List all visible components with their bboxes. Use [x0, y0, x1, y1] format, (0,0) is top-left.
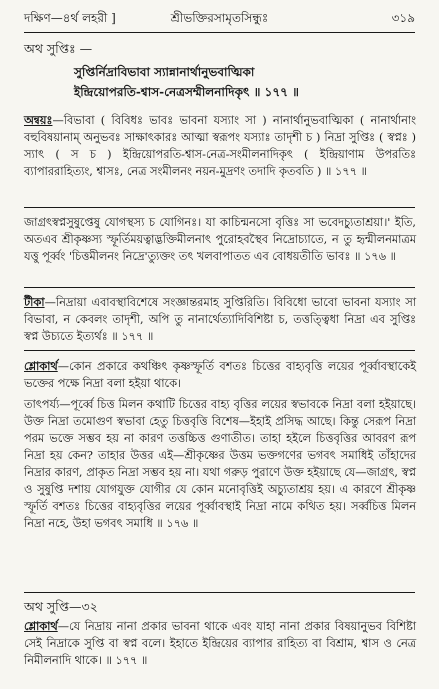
shlokartha-paragraph-2 — [24, 618, 416, 669]
shlokartha-paragraph-1 — [24, 358, 416, 392]
header-rule — [24, 32, 415, 33]
shlokartha-text-1: —কোন প্রকারে কথঞ্চিৎ কৃষ্ণস্ফূর্তি বশতঃ চিত্তের বাহ্যবৃত্তি লয়ের পূর্ব্বাবস্থাকেই ভক্তের পক্ষে নিদ্রা বলা হইয়া থাকে। — [24, 360, 416, 390]
page-header — [24, 10, 415, 30]
section-title-2: অথ সুপ্তি—৩২ — [24, 599, 98, 614]
divider-4 — [24, 592, 415, 593]
divider-3 — [24, 350, 415, 351]
page-number: ৩১৯ — [391, 11, 415, 25]
tatparya-paragraph: তাৎপর্য্য—পূর্ব্বে চিত্ত মিলন কথাটি চিত্তের বাহ্য বৃত্তির লয়ের স্বভাবকে নিদ্রা বলা হইয়াছে। উক্ত নিদ্রা তমোগুণ স্বভাবা হেতু চিত্তবৃত্তি বিশেষ—ইহাই প্রসিদ্ধ আছে। কিন্তু সেরূপ নিদ্রা পরম ভক্তে সম্ভব হয় না কারণ তত্তচ্চিত্ত গুণাতীত। তাহা হইলে চিত্তবৃত্তির আবরণ রূপ নিদ্রা হয় কেন? তাহার উত্তর এই—শ্রীকৃষ্ণের উত্তম ভক্তগণের ভগবৎ সমাধিই তাঁহাদের নিদ্রার কারণ, প্রাকৃত নিদ্রা সম্ভব হয় না। যথা গরুড় পুরাণে উক্ত হইয়াছে যে—জাগ্রৎ, স্বপ্ন ও সুষুপ্তি দশায় যোগযুক্ত যোগীর যে কোন মনোবৃত্তিই অচ্যুতাশ্রয় হয়। এ কারণে শ্রীকৃষ্ণ স্ফূর্তি বশতঃ চিত্তের বাহ্যবৃত্তির লয়ের পূর্ব্বাবস্থাই নিদ্রা নামে কথিত হয়। সর্ব্বচিত্ত মিলন নিদ্রা নহে, উহা ভগবৎ সমাধি ॥ ১৭৬ ॥ — [24, 398, 416, 530]
anvaya-paragraph — [24, 112, 416, 180]
tika-paragraph — [24, 294, 416, 345]
anvaya-label: অন্বয়ঃ — [24, 113, 53, 127]
shlokartha-text-2: —যে নিদ্রায় নানা প্রকার ভাবনা থাকে এবং যাহা নানা প্রকার বিষয়ানুভব বিশিষ্টা সেই নিদ্রাকে সুপ্তি বা স্বপ্ন বলে। ইহাতে ইন্দ্রিয়ের ব্যাপার রাহিত্য বা বিশ্রাম, শ্বাস ও নেত্র নিমীলনাদি থাকে। ॥ ১৭৭ ॥ — [24, 620, 416, 667]
section-title: অথ সুপ্তিঃ — — [24, 41, 93, 56]
header-book-title: শ্রীভক্তিরসামৃতসিন্ধুঃ — [170, 11, 269, 25]
tika-label: টীকা — [24, 295, 45, 309]
shlokartha-label-2: শ্লোকার্থ — [24, 619, 58, 633]
verse-line-2: ইন্দ্রিয়োপরতি-শ্বাস-নেত্রসম্মীলনাদিকৃৎ ॥ ১৭৭ ॥ — [74, 85, 299, 99]
verse-line-1: সুপ্তির্নিদ্রাবিভাবা স্যান্নানার্থানুভবাত্মিকা — [74, 65, 255, 79]
divider-1 — [24, 207, 415, 208]
tika-text: —নিদ্রায়া এবাবস্থাবিশেষে সংজ্ঞান্তরমাহ সুপ্তিরিতি। বিবিধো ভাবো ভাবনা যস্যাং সা বিভাবা, ন কেবলং তাদৃশী, অপি তু নানার্থেত্যাদিবিশিষ্টা চ, তত্তত্ত্বিধা নিদ্রা এব সুপ্তিঃ স্বপ্ন উচ্যতে ইত্যর্থঃ ॥ ১৭৭ ॥ — [24, 296, 416, 343]
header-section: দক্ষিণ—৪র্থ লহরী ] — [24, 11, 116, 25]
shlokartha-label-1: শ্লোকার্থ — [24, 359, 58, 373]
commentary-paragraph: জাগ্রৎস্বপ্নসুষুপ্তেষু যোগস্থস্য চ যোগিনঃ। যা কাচিন্মনসো বৃত্তিঃ সা ভবেদচ্যুতাশ্রয়া।' ইতি, অতএব শ্রীকৃষ্ণস্য স্ফূর্তিময়ত্বাদ্ভক্তিমীলনাৎ পুরোহবস্থৈব নিদ্রোচ্যাতে, ন তু হৃন্মীলনমাত্রম যত্তু পূর্ব্বং 'চিত্তমীলনং নিদ্রে'ত্যুক্তং তৎ খলবাপাতত এব বোধয়তীতি ভাবঃ ॥ ১৭৬ ॥ — [24, 216, 416, 263]
anvaya-text: —বিভাবা ( বিবিধঃ ভাবঃ ভাবনা যস্যাং সা ) নানার্থানুভবাত্মিকা ( নানার্থানাং বহুবিষয়ানাম্ অনুভবঃ সাক্ষাৎকারঃ আত্মা স্বরূপং যস্যাঃ তাদৃশী চ ) নিদ্রা সুপ্তিঃ ( স্বপ্নঃ ) স্যাৎ ( স চ ) ইন্দ্রিয়োপরতি-শ্বাস-নেত্র-সংমীলনাদিকৃৎ ( ইন্দ্রিয়াণাম উপরতিঃ ব্যাপাররাহিত্যং, শ্বাসঃ, নেত্র সংমীলনং নয়ন-মুদ্রণং তদাদি কৃতবতি ) ॥ ১৭৭ ॥ — [24, 114, 416, 178]
divider-2 — [24, 287, 415, 288]
